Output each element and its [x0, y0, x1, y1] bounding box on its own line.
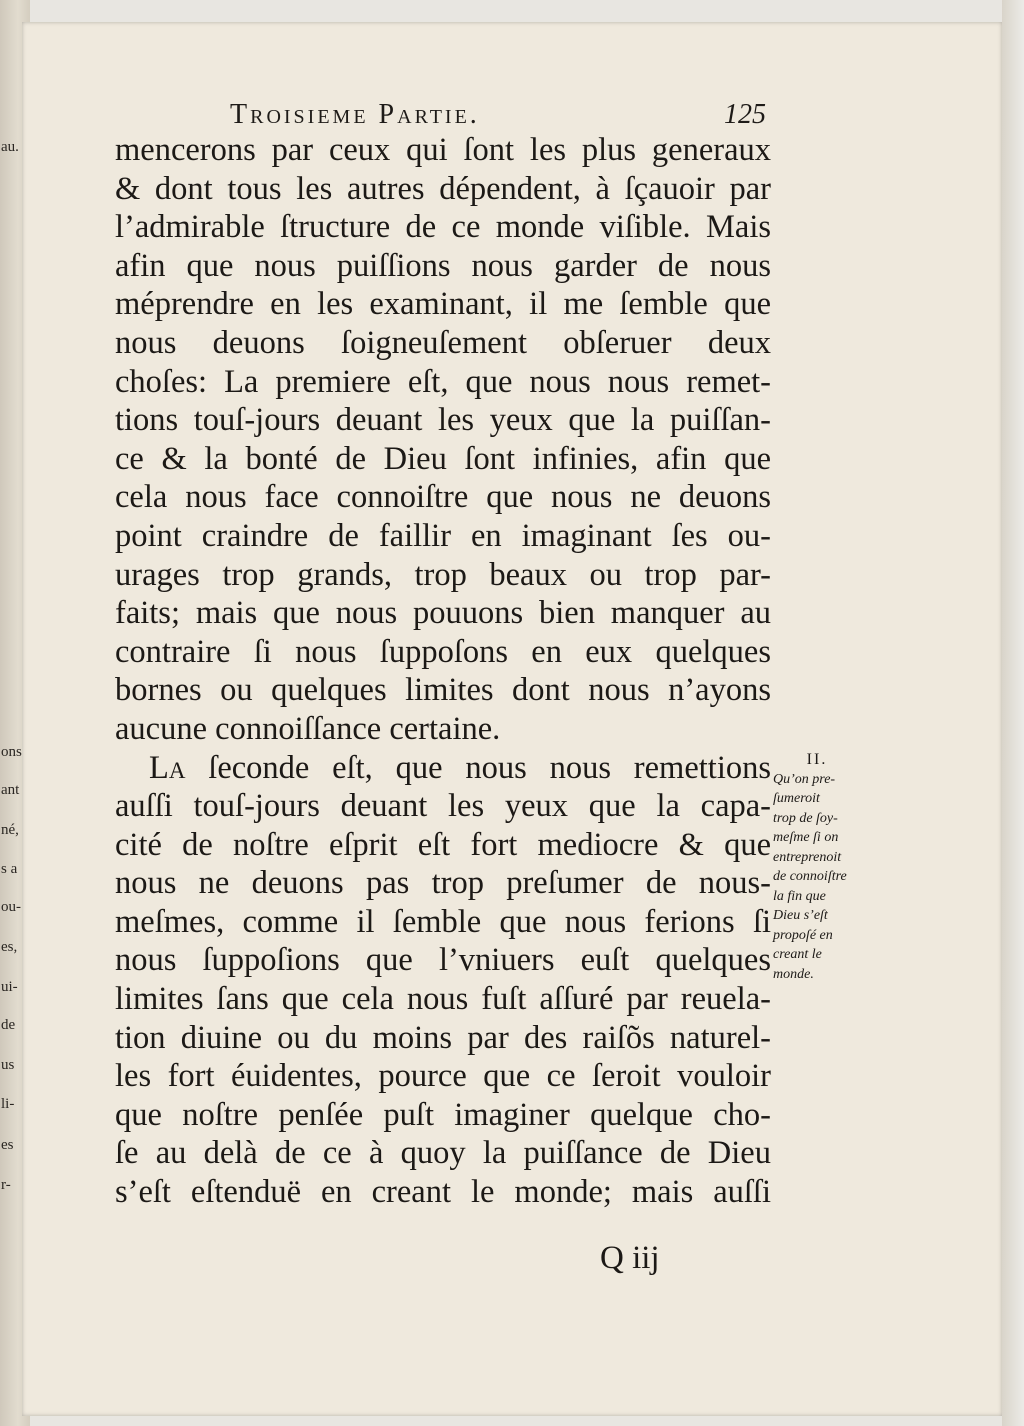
page-number: 125: [724, 99, 766, 130]
text-line: nous ſuppoſions que l’vniuers euſt quelques: [115, 942, 771, 979]
text-line: ſe au delà de ce à quoy la puiſſance de Dieu: [115, 1135, 771, 1172]
margin-note-line: entreprenoit: [773, 849, 842, 865]
facing-page-fragment: au.: [1, 139, 19, 155]
facing-page-fragment: ui-: [1, 979, 18, 995]
margin-note-line: de connoiſtre: [773, 869, 847, 884]
margin-note-line: ſumeroit: [773, 791, 820, 806]
facing-page-fragment: ou-: [1, 899, 21, 915]
text-line: ce & la bonté de Dieu ſont infinies, afin que: [115, 440, 771, 477]
margin-note: [773, 750, 883, 984]
margin-note-line: Dieu s’eſt: [773, 908, 828, 923]
text-line: point craindre de faillir en imaginant ſes ou-: [115, 517, 771, 554]
text-line: méprendre en les examinant, il me ſemble que: [115, 286, 771, 323]
running-head-title: Troisieme Partie.: [230, 99, 480, 130]
main-text: [115, 131, 771, 1212]
facing-page-fragment: né,: [1, 822, 19, 838]
margin-note-line: la fin que: [773, 888, 826, 904]
text-line: meſmes, comme il ſemble que nous ferions ſi: [115, 903, 771, 940]
text-line: auſſi touſ-jours deuant les yeux que la capa-: [115, 788, 771, 825]
margin-note-number: II.: [806, 751, 828, 768]
text-line: mencerons par ceux qui ſont les plus generaux: [115, 132, 771, 168]
text-line: contraire ſi nous ſuppoſons en eux quelques: [115, 633, 771, 670]
running-head: [230, 95, 770, 135]
margin-note-line: meſme ſi on: [773, 830, 839, 845]
facing-page-fragment: es,: [1, 939, 18, 955]
facing-page-fragment: ons: [1, 744, 22, 760]
facing-page-fragment: li-: [1, 1096, 15, 1112]
text-line: que noſtre penſée puſt imaginer quelque cho-: [115, 1096, 771, 1133]
text-line: tion diuine ou du moins par des raiſõs naturel-: [115, 1019, 771, 1056]
text-line: les fort éuidentes, pource que ce ſeroit vouloir: [115, 1058, 771, 1095]
facing-page-fragment: de: [1, 1017, 16, 1033]
facing-page-fragment: ant: [1, 782, 20, 798]
text-line: & dont tous les autres dépendent, à ſçauoir par: [115, 170, 771, 207]
facing-page-fragment: us: [1, 1057, 15, 1073]
text-line: nous deuons ſoigneuſement obſeruer deux: [115, 324, 771, 361]
text-line: aucune connoiſſance certaine.: [115, 710, 501, 747]
signature-mark: Q iij: [600, 1240, 660, 1276]
page-edge: [1002, 0, 1024, 1426]
facing-page-fragment: r-: [1, 1177, 11, 1193]
text-line: urages trop grands, trop beaux ou trop par-: [115, 556, 771, 593]
text-line: cité de noſtre eſprit eſt fort mediocre & que: [115, 826, 771, 863]
text-line: limites ſans que cela nous fuſt aſſuré par reuela-: [115, 981, 771, 1018]
text-line: bornes ou quelques limites dont nous n’ayons: [115, 672, 771, 709]
text-line: tions touſ-jours deuant les yeux que la puiſſan-: [115, 402, 771, 439]
text-line-rest: ſeconde eſt, que nous nous remettions: [185, 749, 771, 786]
text-line: nous ne deuons pas trop preſumer de nous-: [115, 865, 771, 902]
margin-note-line: Qu’on pre-: [773, 771, 836, 787]
facing-page-fragment: es: [1, 1137, 14, 1153]
margin-note-line: creant le: [773, 947, 822, 962]
text-line: faits; mais que nous pouuons bien manquer au: [115, 595, 771, 632]
paragraph-opening-line: [115, 749, 771, 788]
facing-page-fragment: s a: [1, 861, 18, 877]
text-line: s’eſt eſtenduë en creant le monde; mais auſſi: [115, 1174, 771, 1211]
text-line: choſes: La premiere eſt, que nous nous remet-: [115, 363, 771, 400]
margin-note-line: monde.: [773, 966, 814, 982]
margin-note-line: propoſé en: [773, 927, 833, 943]
text-line: afin que nous puiſſions nous garder de nous: [115, 247, 771, 284]
text-line: cela nous face connoiſtre que nous ne deuons: [115, 479, 771, 516]
text-line: l’admirable ſtructure de ce monde viſible. Mais: [115, 209, 771, 246]
margin-note-line: trop de ſoy-: [773, 810, 838, 826]
paragraph-initial: La: [149, 749, 186, 786]
